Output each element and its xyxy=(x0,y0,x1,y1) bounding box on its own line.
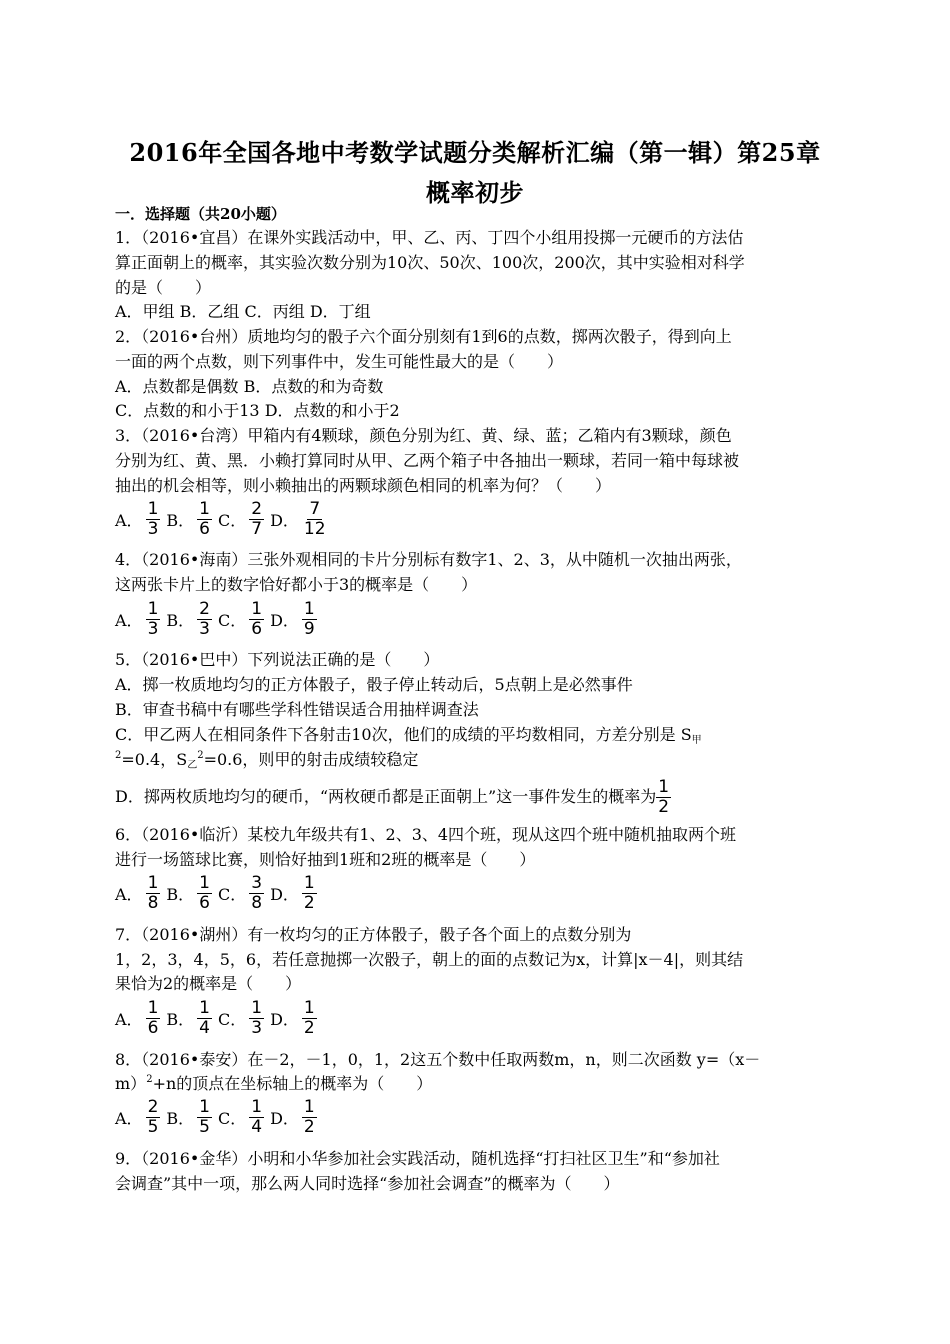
q1-options: A．甲组 B．乙组 C．丙组 D．丁组 xyxy=(115,302,371,321)
option-b xyxy=(166,1098,216,1137)
option-label: C． xyxy=(217,610,247,630)
fraction-denominator: 8 xyxy=(147,892,159,913)
fraction-numerator: 2 xyxy=(199,598,210,619)
q8-line2-end: +n的顶点在坐标轴上的概率为（ ） xyxy=(152,1074,433,1093)
superscript-2b: 2 xyxy=(197,750,204,761)
option-label: A． xyxy=(115,1108,143,1128)
option-label: B． xyxy=(166,1009,195,1029)
option-fraction xyxy=(249,600,264,639)
q5-option-c-line1 xyxy=(115,725,702,748)
fraction-denominator: 3 xyxy=(251,1017,263,1038)
option-d xyxy=(270,874,321,913)
fraction-denominator: 6 xyxy=(251,618,263,639)
fraction-denominator: 2 xyxy=(303,1017,315,1038)
option-fraction xyxy=(146,874,161,913)
fraction-numerator: 1 xyxy=(147,872,159,893)
fraction-numerator: 1 xyxy=(251,997,263,1018)
q1-line3: 的是（ ） xyxy=(115,278,212,297)
q5-line1: 5．（2016•巴中）下列说法正确的是（ ） xyxy=(115,650,440,669)
option-fraction xyxy=(302,874,317,913)
option-a xyxy=(115,1098,164,1137)
option-fraction xyxy=(249,1098,264,1137)
option-label: C． xyxy=(217,1009,247,1029)
q3-line3: 抽出的机会相等，则小赖抽出的两颗球颜色相同的机率为何？（ ） xyxy=(115,476,612,495)
option-fraction xyxy=(197,1098,212,1137)
fraction-numerator: 1 xyxy=(199,872,210,893)
option-c xyxy=(218,999,268,1038)
fraction-numerator: 1 xyxy=(199,498,210,519)
option-label: D． xyxy=(270,610,299,630)
option-b xyxy=(166,600,216,639)
option-label: A． xyxy=(115,1009,143,1029)
q9-line2: 会调查”其中一项，那么两人同时选择“参加社会调查”的概率为（ ） xyxy=(115,1174,620,1193)
q2-options-ab: A．点数都是偶数 B．点数的和为奇数 xyxy=(115,377,384,396)
option-fraction xyxy=(146,999,161,1038)
superscript-2: 2 xyxy=(146,1074,153,1085)
fraction-numerator: 1 xyxy=(303,1096,315,1117)
option-label: C． xyxy=(217,884,247,904)
q5-c-variance-yi: =0.6，则甲的射击成绩较稳定 xyxy=(203,750,419,769)
option-label: D． xyxy=(270,1108,299,1128)
q5-d-fraction xyxy=(656,778,671,817)
fraction-denominator: 6 xyxy=(147,1017,159,1038)
option-c xyxy=(218,1098,268,1137)
option-b xyxy=(166,999,216,1038)
option-label: B． xyxy=(166,610,195,630)
option-label: D． xyxy=(270,1009,299,1029)
option-fraction xyxy=(197,999,212,1038)
q7-line1: 7．（2016•湖州）有一枚均匀的正方体骰子，骰子各个面上的点数分别为 xyxy=(115,925,632,944)
option-b xyxy=(166,500,216,539)
option-d xyxy=(270,999,321,1038)
option-b xyxy=(166,874,216,913)
fraction-numerator: 1 xyxy=(303,872,315,893)
option-label: D． xyxy=(270,884,299,904)
q7-line3: 果恰为2的概率是（ ） xyxy=(115,974,302,993)
q4-line1: 4．（2016•海南）三张外观相同的卡片分别标有数字1、2、3，从中随机一次抽出两张， xyxy=(115,550,742,569)
q4-line2: 这两张卡片上的数字恰好都小于3的概率是（ ） xyxy=(115,575,478,594)
q5-option-a: A．掷一枚质地均匀的正方体骰子，骰子停止转动后，5点朝上是必然事件 xyxy=(115,675,633,694)
option-fraction xyxy=(146,600,161,639)
q4-options xyxy=(115,596,323,642)
fraction-denominator: 2 xyxy=(658,796,670,817)
fraction-numerator: 1 xyxy=(147,997,159,1018)
option-fraction xyxy=(197,500,212,539)
fraction-numerator: 1 xyxy=(303,997,315,1018)
fraction-denominator: 2 xyxy=(303,892,315,913)
subscript-jia: 甲 xyxy=(691,735,702,746)
option-label: C． xyxy=(217,510,247,530)
fraction-numerator: 1 xyxy=(199,1096,210,1117)
fraction-numerator: 1 xyxy=(147,498,159,519)
fraction-numerator: 1 xyxy=(199,997,210,1018)
option-fraction xyxy=(197,600,212,639)
fraction-denominator: 3 xyxy=(199,618,210,639)
q2-options-cd: C．点数的和小于13 D．点数的和小于2 xyxy=(115,401,400,420)
fraction-denominator: 6 xyxy=(199,518,210,539)
option-fraction xyxy=(249,999,264,1038)
option-d xyxy=(270,1098,321,1137)
q7-line2: 1，2，3，4，5，6，若任意抛掷一次骰子，朝上的面的点数记为x，计算|x－4|，则其结 xyxy=(115,950,744,969)
section-heading: 一．选择题（共20小题） xyxy=(115,205,286,223)
option-fraction xyxy=(302,999,317,1038)
fraction-denominator: 8 xyxy=(251,892,263,913)
q2-line1: 2．（2016•台州）质地均匀的骰子六个面分别刻有1到6的点数，掷两次骰子，得到向上 xyxy=(115,327,732,346)
option-label: B． xyxy=(166,1108,195,1128)
option-c xyxy=(218,874,268,913)
option-label: B． xyxy=(166,884,195,904)
option-fraction xyxy=(302,1098,317,1137)
q5-option-d-text: D．掷两枚质地均匀的硬币，“两枚硬币都是正面朝上”这一事件发生的概率为 xyxy=(115,787,657,806)
q8-options xyxy=(115,1094,323,1140)
fraction-numerator: 1 xyxy=(251,598,263,619)
option-a xyxy=(115,600,164,639)
fraction-numerator: 3 xyxy=(251,872,263,893)
q6-line2: 进行一场篮球比赛，则恰好抽到1班和2班的概率是（ ） xyxy=(115,850,536,869)
fraction-denominator: 3 xyxy=(147,518,159,539)
q8-line2-start: m） xyxy=(115,1074,147,1093)
option-label: A． xyxy=(115,510,143,530)
q3-options xyxy=(115,496,334,542)
option-fraction xyxy=(146,1098,161,1137)
document-title-line1: 2016年全国各地中考数学试题分类解析汇编（第一辑）第25章 xyxy=(129,138,821,167)
option-fraction xyxy=(249,500,264,539)
fraction-denominator: 5 xyxy=(199,1116,210,1137)
fraction-numerator: 2 xyxy=(147,1096,159,1117)
option-fraction xyxy=(302,600,317,639)
q1-line2: 算正面朝上的概率，其实验次数分别为10次、50次、100次，200次，其中实验相对科学 xyxy=(115,253,745,272)
fraction-numerator: 1 xyxy=(658,776,670,797)
option-label: A． xyxy=(115,610,143,630)
q5-option-d xyxy=(115,774,675,820)
option-c xyxy=(218,500,268,539)
option-c xyxy=(218,600,268,639)
fraction-denominator: 7 xyxy=(251,518,263,539)
option-a xyxy=(115,500,164,539)
option-a xyxy=(115,874,164,913)
fraction-numerator: 7 xyxy=(309,498,321,519)
q3-line1: 3．（2016•台湾）甲箱内有4颗球，颜色分别为红、黄、绿、蓝；乙箱内有3颗球，颜色 xyxy=(115,426,732,445)
option-label: D． xyxy=(270,510,299,530)
q5-c-variance-jia: =0.4，S xyxy=(121,750,188,769)
fraction-denominator: 12 xyxy=(303,518,326,539)
fraction-numerator: 2 xyxy=(251,498,263,519)
option-label: A． xyxy=(115,884,143,904)
q6-options xyxy=(115,870,323,916)
q8-line1: 8．（2016•泰安）在－2，－1，0，1，2这五个数中任取两数m，n，则二次函数 y=（x－ xyxy=(115,1050,761,1069)
fraction-denominator: 9 xyxy=(303,618,315,639)
fraction-denominator: 4 xyxy=(251,1116,263,1137)
option-fraction xyxy=(146,500,161,539)
q2-line2: 一面的两个点数，则下列事件中，发生可能性最大的是（ ） xyxy=(115,352,564,371)
option-d xyxy=(270,500,331,539)
option-a xyxy=(115,999,164,1038)
option-fraction xyxy=(197,874,212,913)
fraction-denominator: 2 xyxy=(303,1116,315,1137)
q6-line1: 6．（2016•临沂）某校九年级共有1、2、3、4四个班，现从这四个班中随机抽取两个班 xyxy=(115,825,737,844)
q1-line1: 1．（2016•宜昌）在课外实践活动中，甲、乙、丙、丁四个小组用投掷一元硬币的方法估 xyxy=(115,228,744,247)
q9-line1: 9．（2016•金华）小明和小华参加社会实践活动，随机选择“打扫社区卫生”和“参加社 xyxy=(115,1149,720,1168)
option-label: B． xyxy=(166,510,195,530)
fraction-denominator: 3 xyxy=(147,618,159,639)
option-fraction xyxy=(302,500,328,539)
q3-line2: 分别为红、黄、黑．小赖打算同时从甲、乙两个箱子中各抽出一颗球，若同一箱中每球被 xyxy=(115,451,740,470)
option-label: C． xyxy=(217,1108,247,1128)
fraction-numerator: 1 xyxy=(251,1096,263,1117)
fraction-denominator: 4 xyxy=(199,1017,210,1038)
fraction-denominator: 6 xyxy=(199,892,210,913)
fraction-numerator: 1 xyxy=(147,598,159,619)
q5-option-c-line2 xyxy=(115,750,418,773)
document-title-line2: 概率初步 xyxy=(426,178,524,207)
option-fraction xyxy=(249,874,264,913)
subscript-yi: 乙 xyxy=(187,760,198,771)
q7-options xyxy=(115,995,323,1041)
fraction-numerator: 1 xyxy=(303,598,315,619)
superscript-2: 2 xyxy=(115,750,122,761)
fraction-denominator: 5 xyxy=(147,1116,159,1137)
q5-option-b: B．审查书稿中有哪些学科性错误适合用抽样调查法 xyxy=(115,700,479,719)
option-d xyxy=(270,600,321,639)
q5-option-c-text: C．甲乙两人在相同条件下各射击10次，他们的成绩的平均数相同，方差分别是 S xyxy=(115,725,692,744)
